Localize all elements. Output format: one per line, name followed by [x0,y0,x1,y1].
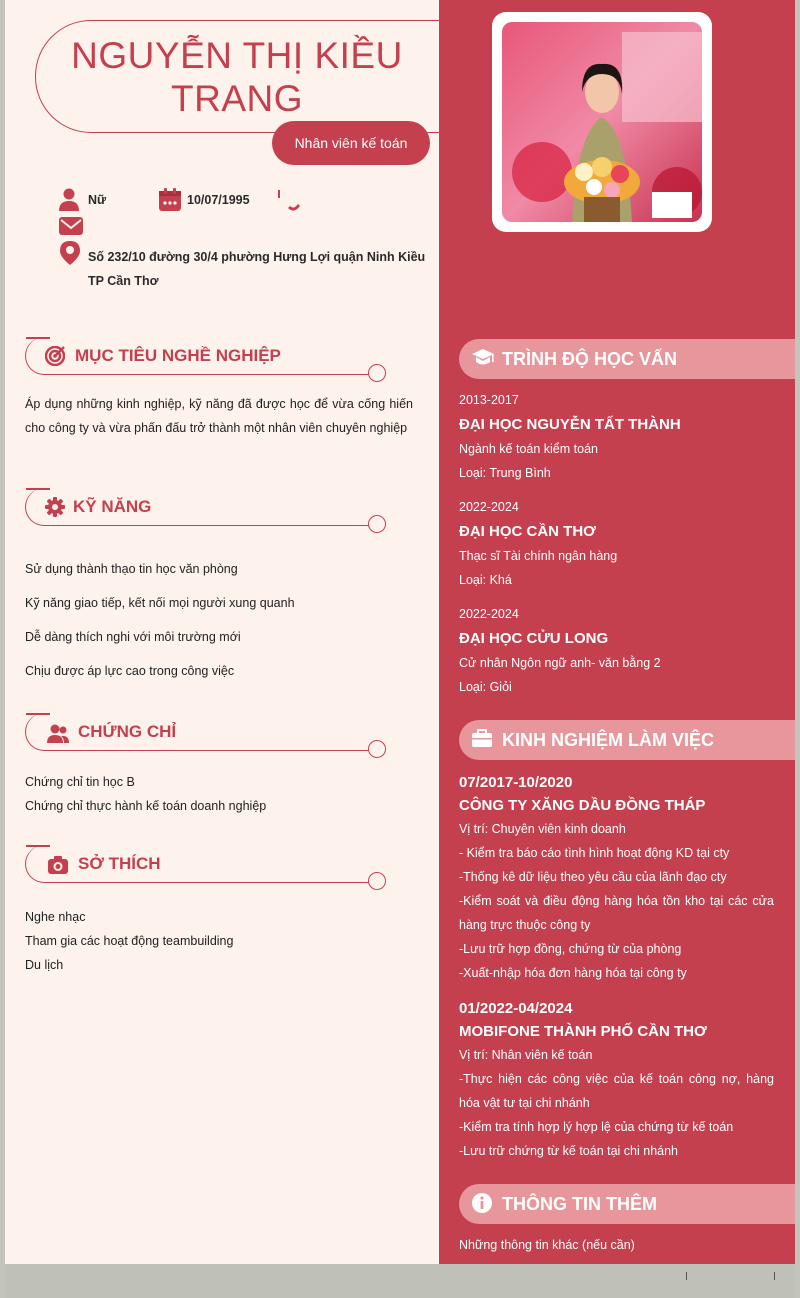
job-duty: -Kiểm soát và điều động hàng hóa tồn kho tại các cửa hàng trực thuộc công ty [459,894,774,932]
education-grade: Loại: Giỏi [459,680,512,694]
certificates-header [25,713,390,758]
job-duty: -Xuất-nhập hóa đơn hàng hóa tại công ty [459,966,687,980]
position-badge: Nhân viên kế toán [272,121,430,165]
profile-photo [502,22,702,222]
extra-info-header [459,1184,795,1224]
tick-mark [686,1272,687,1280]
job-duty: -Lưu trữ hợp đồng, chứng từ của phòng [459,942,682,956]
users-icon [47,724,69,749]
certificates-title: CHỨNG CHỈ [78,722,177,741]
hobby-item: Tham gia các hoạt động teambuilding [25,934,234,948]
tick-mark [774,1272,775,1280]
hobbies-title: SỞ THÍCH [78,854,161,873]
camera-icon [48,856,68,879]
birthdate-text: 10/07/1995 [187,193,250,207]
gear-icon [45,497,65,522]
skill-item: Chịu được áp lực cao trong công việc [25,664,235,678]
certificate-item: Chứng chỉ tin học B [25,775,135,789]
photo-frame [492,12,712,232]
job-duty: -Thống kê dữ liệu theo yêu cầu của lãnh đạo cty [459,870,727,884]
email-icon [58,214,84,243]
hobby-item: Nghe nhạc [25,910,86,924]
objective-title: MỤC TIÊU NGHỀ NGHIỆP [75,346,281,365]
job-period: 01/2022-04/2024 [459,1000,573,1017]
info-icon [472,1193,492,1218]
education-header [459,339,795,379]
job-duty: -Kiểm tra tính hợp lý hợp lệ của chứng từ kế toán [459,1120,734,1134]
experience-header [459,720,795,760]
education-school: ĐẠI HỌC CỬU LONG [459,630,609,647]
education-major: Ngành kế toán kiểm toán [459,442,598,456]
job-company: MOBIFONE THÀNH PHỐ CẦN THƠ [459,1023,707,1040]
skill-item: Kỹ năng giao tiếp, kết nối mọi người xung quanh [25,596,295,610]
full-name: NGUYỄN THỊ KIỀU TRANG [71,35,403,119]
graduation-cap-icon [472,348,494,373]
education-school: ĐẠI HỌC NGUYỄN TẤT THÀNH [459,416,681,433]
job-duty: -Thực hiện các công việc của kế toán công nợ, hàng hóa vật tư tại chi nhánh [459,1072,774,1110]
bottom-bar [5,1264,795,1298]
objective-text: Áp dụng những kinh nghiệp, kỹ năng đã được học để vừa cống hiến cho công ty và vừa phấn đấu trở thành một nhân viên chuyên nghiệp [25,397,413,435]
objective-header [25,337,390,382]
experience-title: KINH NGHIỆM LÀM VIỆC [502,730,715,750]
skill-item: Sử dụng thành thạo tin học văn phòng [25,562,238,576]
job-company: CÔNG TY XĂNG DẦU ĐỒNG THÁP [459,797,706,814]
skills-header [25,488,390,533]
job-period: 07/2017-10/2020 [459,774,573,791]
extra-info-title: THÔNG TIN THÊM [502,1194,657,1214]
education-years: 2022-2024 [459,500,519,514]
phone-icon [278,190,302,217]
education-school: ĐẠI HỌC CẦN THƠ [459,523,596,540]
person-icon [58,188,80,217]
location-pin-icon [59,240,81,271]
certificate-item: Chứng chỉ thực hành kế toán doanh nghiệp [25,799,267,813]
education-grade: Loại: Trung Bình [459,466,551,480]
hobby-item: Du lịch [25,958,64,972]
hobbies-header [25,845,390,890]
education-years: 2013-2017 [459,393,519,407]
address-text: Số 232/10 đường 30/4 phường Hưng Lợi quận Ninh Kiều TP Cần Thơ [88,250,426,288]
target-icon [45,346,65,371]
briefcase-icon [472,729,492,752]
gender-text: Nữ [88,193,107,207]
education-major: Cử nhân Ngôn ngữ anh- văn bằng 2 [459,656,661,670]
skills-title: KỸ NĂNG [73,497,152,516]
education-years: 2022-2024 [459,607,519,621]
job-duty: - Kiểm tra báo cáo tình hình hoạt động KD tại cty [459,846,730,860]
education-major: Thạc sĩ Tài chính ngân hàng [459,549,618,563]
skill-item: Dễ dàng thích nghi với môi trường mới [25,630,241,644]
education-grade: Loại: Khá [459,573,512,587]
job-role: Vị trí: Nhân viên kế toán [459,1048,593,1062]
calendar-icon [158,188,182,217]
extra-info-text: Những thông tin khác (nếu cần) [459,1238,635,1252]
job-duty: -Lưu trữ chứng từ kế toán tại chi nhánh [459,1144,679,1158]
job-role: Vị trí: Chuyên viên kinh doanh [459,822,626,836]
education-title: TRÌNH ĐỘ HỌC VẤN [502,349,677,369]
